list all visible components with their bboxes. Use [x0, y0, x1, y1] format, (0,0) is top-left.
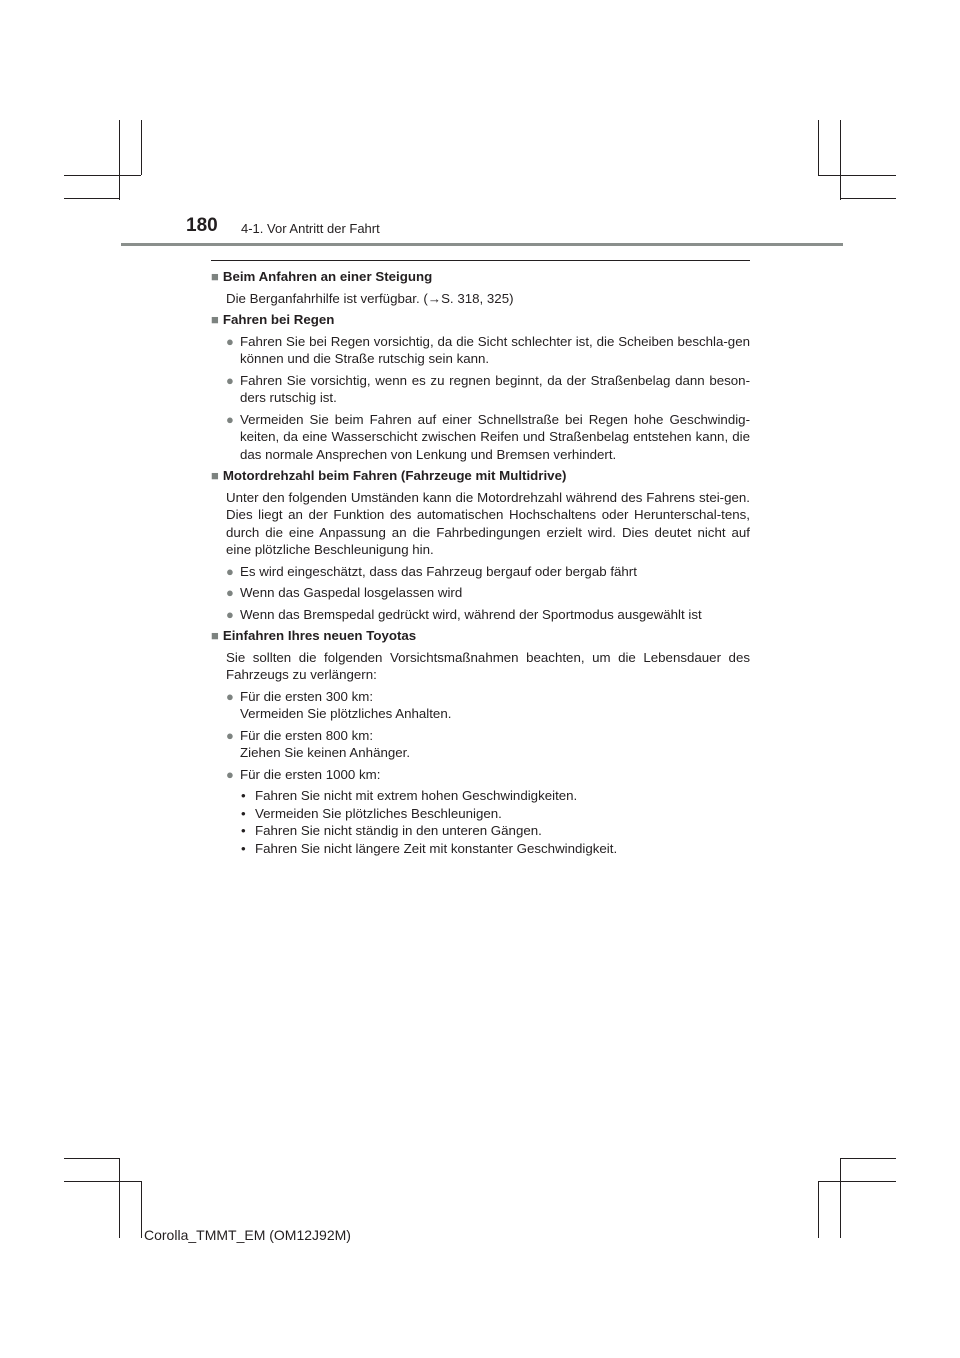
- dot-bullet-icon: •: [241, 823, 246, 838]
- sub-list-item: • Fahren Sie nicht ständig in den unteren Gängen.: [241, 823, 542, 838]
- page-number: 180: [186, 215, 218, 236]
- square-bullet-icon: ■: [211, 269, 219, 284]
- paragraph: Unter den folgenden Umständen kann die Motordrehzahl während des Fahrens stei-gen. Dies liegt an der Funktion des automatischen Hochschaltens oder Herunterschal-tens, durch die eine Anpassung an die Fahrbedingungen erzielt wird. Dies deutet nicht auf eine plötzliche Beschleunigung hin.: [226, 489, 750, 557]
- dot-bullet-icon: •: [241, 788, 246, 803]
- paragraph: Sie sollten die folgenden Vorsichtsmaßnahmen beachten, um die Lebensdauer des Fahrzeugs zu verlängern:: [226, 649, 750, 682]
- section-heading: ■ Fahren bei Regen: [211, 312, 335, 327]
- footer-document-id: Corolla_TMMT_EM (OM12J92M): [144, 1227, 351, 1243]
- circle-bullet-icon: ●: [226, 585, 234, 600]
- list-item: ● Für die ersten 1000 km:: [226, 766, 381, 782]
- circle-bullet-icon: ●: [226, 372, 234, 388]
- square-bullet-icon: ■: [211, 312, 219, 327]
- crop-mark: [141, 120, 142, 175]
- paragraph: Die Berganfahrhilfe ist verfügbar. (→S. 318, 325): [226, 290, 514, 306]
- list-item: ● Vermeiden Sie beim Fahren auf einer Schnellstraße bei Regen hohe Geschwindig-keiten, da eine Wasserschicht zwischen Reifen und Straßenbelag entstehen kann, die das normale Ansprechen von Lenkung und Bremsen verhindert.: [226, 411, 750, 462]
- crop-mark: [141, 1181, 142, 1238]
- circle-bullet-icon: ●: [226, 688, 234, 704]
- section-heading: ■ Beim Anfahren an einer Steigung: [211, 269, 433, 284]
- sub-list-item: • Vermeiden Sie plötzliches Beschleunigen.: [241, 805, 502, 821]
- list-item: ● Es wird eingeschätzt, dass das Fahrzeug bergauf oder bergab fährt: [226, 563, 637, 579]
- content-body: [211, 268, 750, 861]
- list-item: ● Fahren Sie vorsichtig, wenn es zu regnen beginnt, da der Straßenbelag dann beson-ders rutschig ist.: [226, 372, 750, 405]
- section-engine-speed: [211, 467, 750, 623]
- list-item: ● Fahren Sie bei Regen vorsichtig, da die Sicht schlechter ist, die Scheiben beschla-gen können und die Straße rutschig sein kann.: [226, 333, 750, 366]
- section-heading: ■ Motordrehzahl beim Fahren (Fahrzeuge mit Multidrive): [211, 468, 567, 483]
- circle-bullet-icon: ●: [226, 606, 234, 622]
- crop-mark: [64, 175, 141, 176]
- dot-bullet-icon: •: [241, 840, 246, 856]
- square-bullet-icon: ■: [211, 468, 219, 483]
- crop-mark: [64, 198, 120, 199]
- circle-bullet-icon: ●: [226, 411, 234, 427]
- section-uphill-start: [211, 268, 750, 307]
- list-item: ● Für die ersten 300 km: Vermeiden Sie plötzliches Anhalten.: [226, 688, 452, 721]
- circle-bullet-icon: ●: [226, 563, 234, 579]
- crop-mark: [840, 120, 841, 200]
- list-item: ● Wenn das Gaspedal losgelassen wird: [226, 585, 463, 600]
- sub-list: [211, 787, 750, 857]
- list-item: ● Für die ersten 800 km: Ziehen Sie keinen Anhänger.: [226, 727, 411, 760]
- crop-mark: [818, 120, 819, 175]
- dot-bullet-icon: •: [241, 805, 246, 821]
- circle-bullet-icon: ●: [226, 766, 234, 782]
- square-bullet-icon: ■: [211, 628, 219, 643]
- crop-mark: [64, 1181, 141, 1182]
- crop-mark: [818, 175, 896, 176]
- crop-mark: [119, 120, 120, 200]
- sub-list-item: • Fahren Sie nicht mit extrem hohen Geschwindigkeiten.: [241, 788, 578, 803]
- section-break-in: [211, 627, 750, 857]
- circle-bullet-icon: ●: [226, 727, 234, 743]
- circle-bullet-icon: ●: [226, 333, 234, 349]
- crop-mark: [840, 1158, 841, 1238]
- section-title: 4-1. Vor Antritt der Fahrt: [241, 221, 380, 236]
- crop-mark: [119, 1158, 120, 1238]
- section-heading: ■ Einfahren Ihres neuen Toyotas: [211, 628, 417, 643]
- header-rule: [121, 243, 843, 246]
- crop-mark: [818, 1181, 819, 1238]
- section-rain-driving: [211, 311, 750, 463]
- crop-mark: [840, 1158, 896, 1159]
- content-rule: [211, 260, 750, 261]
- crop-mark: [840, 198, 896, 199]
- sub-list-item: • Fahren Sie nicht längere Zeit mit konstanter Geschwindigkeit.: [241, 840, 618, 856]
- crop-mark: [818, 1181, 896, 1182]
- list-item: ● Wenn das Bremspedal gedrückt wird, während der Sportmodus ausgewählt ist: [226, 606, 702, 622]
- crop-mark: [64, 1158, 120, 1159]
